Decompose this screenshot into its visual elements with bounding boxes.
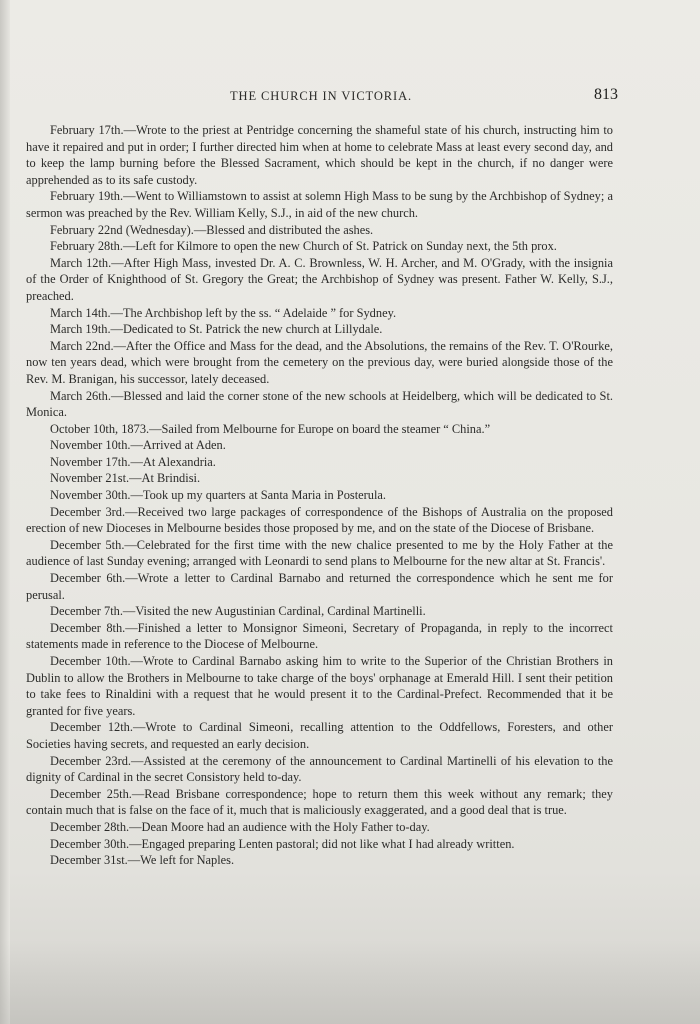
- diary-entry: February 19th.—Went to Williamstown to assist at solemn High Mass to be sung by the Archbishop of Sydney; a sermon was preached by the Rev. William Kelly, S.J., in aid of the new church.: [26, 189, 613, 220]
- diary-entry: December 10th.—Wrote to Cardinal Barnabo asking him to write to the Superior of the Christian Brothers in Dublin to allow the Brothers in Melbourne to take charge of the boys' orphanage at Emerald Hill. I sent their petition to take fees to Rinaldini with a request that he would present it to the Cardinal-Prefect. Recommended that it be granted for five years.: [26, 654, 613, 718]
- diary-entry: November 17th.—At Alexandria.: [50, 454, 216, 469]
- bottom-shadow: [0, 940, 700, 1024]
- diary-entry: March 22nd.—After the Office and Mass for the dead, and the Absolutions, the remains of the Rev. T. O'Rourke, now ten years dead, which were brought from the cemetery on the previous day, were buried alongside those of the Rev. M. Branigan, his successor, lately deceased.: [26, 338, 613, 386]
- diary-entry: December 30th.—Engaged preparing Lenten pastoral; did not like what I had already written.: [50, 836, 515, 851]
- diary-entry: December 23rd.—Assisted at the ceremony of the announcement to Cardinal Martinelli of his elevation to the dignity of Cardinal in the secret Consistory held to-day.: [26, 753, 613, 785]
- diary-entry: December 6th.—Wrote a letter to Cardinal Barnabo and returned the correspondence which he sent me for perusal.: [26, 571, 613, 602]
- running-title: THE CHURCH IN VICTORIA.: [230, 89, 413, 103]
- diary-entry: February 22nd (Wednesday).—Blessed and distributed the ashes.: [50, 222, 374, 237]
- diary-entry: December 25th.—Read Brisbane correspondence; hope to return them this week without any remark; they contain much that is false on the face of it, much that is maliciously exaggerated, and a good deal that is true.: [26, 786, 613, 818]
- diary-entries: [26, 122, 613, 869]
- page-edge: [0, 0, 10, 1024]
- diary-entry: November 10th.—Arrived at Aden.: [50, 438, 226, 453]
- diary-entry: March 26th.—Blessed and laid the corner stone of the new schools at Heidelberg, which will be dedicated to St. Monica.: [26, 388, 613, 420]
- diary-entry: December 3rd.—Received two large packages of correspondence of the Bishops of Australia on the proposed erection of new Dioceses in Melbourne besides those proposed by me, and on the state of the Diocese of Brisbane.: [26, 504, 613, 536]
- diary-entry: February 17th.—Wrote to the priest at Pentridge concerning the shameful state of his church, instructing him to have it repaired and put in order; I further directed him when at home to celebrate Mass at least every second day, and to keep the lamp burning before the Blessed Sacrament, which should be kept in the church, if no danger were apprehended as to its safe custody.: [26, 123, 613, 187]
- diary-entry: November 30th.—Took up my quarters at Santa Maria in Posterula.: [50, 488, 387, 503]
- diary-entry: December 28th.—Dean Moore had an audience with the Holy Father to-day.: [50, 819, 430, 834]
- diary-entry: December 5th.—Celebrated for the first time with the new chalice presented to me by the Holy Father at the audience of last Sunday evening; arranged with Leonardi to send plans to Melbourne for the new altar at St. Francis'.: [26, 537, 613, 569]
- diary-entry: March 14th.—The Archbishop left by the ss. “ Adelaide ” for Sydney.: [50, 305, 397, 320]
- diary-entry: February 28th.—Left for Kilmore to open the new Church of St. Patrick on Sunday next, the 5th prox.: [50, 239, 557, 254]
- diary-entry: November 21st.—At Brindisi.: [50, 471, 201, 486]
- diary-entry: March 19th.—Dedicated to St. Patrick the new church at Lillydale.: [50, 322, 383, 337]
- diary-entry: October 10th, 1873.—Sailed from Melbourne for Europe on board the steamer “ China.”: [50, 421, 491, 436]
- diary-entry: December 31st.—We left for Naples.: [50, 853, 235, 868]
- diary-entry: December 12th.—Wrote to Cardinal Simeoni, recalling attention to the Oddfellows, Foresters, and other Societies having secrets, and requested an early decision.: [26, 720, 613, 751]
- diary-entry: March 12th.—After High Mass, invested Dr. A. C. Brownless, W. H. Archer, and M. O'Grady, with the insignia of the Order of Knighthood of St. Gregory the Great; the Archbishop of Sydney was present. Father W. Kelly, S.J., preached.: [26, 255, 613, 303]
- page-number: 813: [594, 86, 618, 103]
- diary-entry: December 7th.—Visited the new Augustinian Cardinal, Cardinal Martinelli.: [50, 604, 426, 619]
- running-head: [0, 86, 700, 106]
- diary-entry: December 8th.—Finished a letter to Monsignor Simeoni, Secretary of Propaganda, in reply to the incorrect statements made in reference to the Diocese of Melbourne.: [26, 620, 613, 652]
